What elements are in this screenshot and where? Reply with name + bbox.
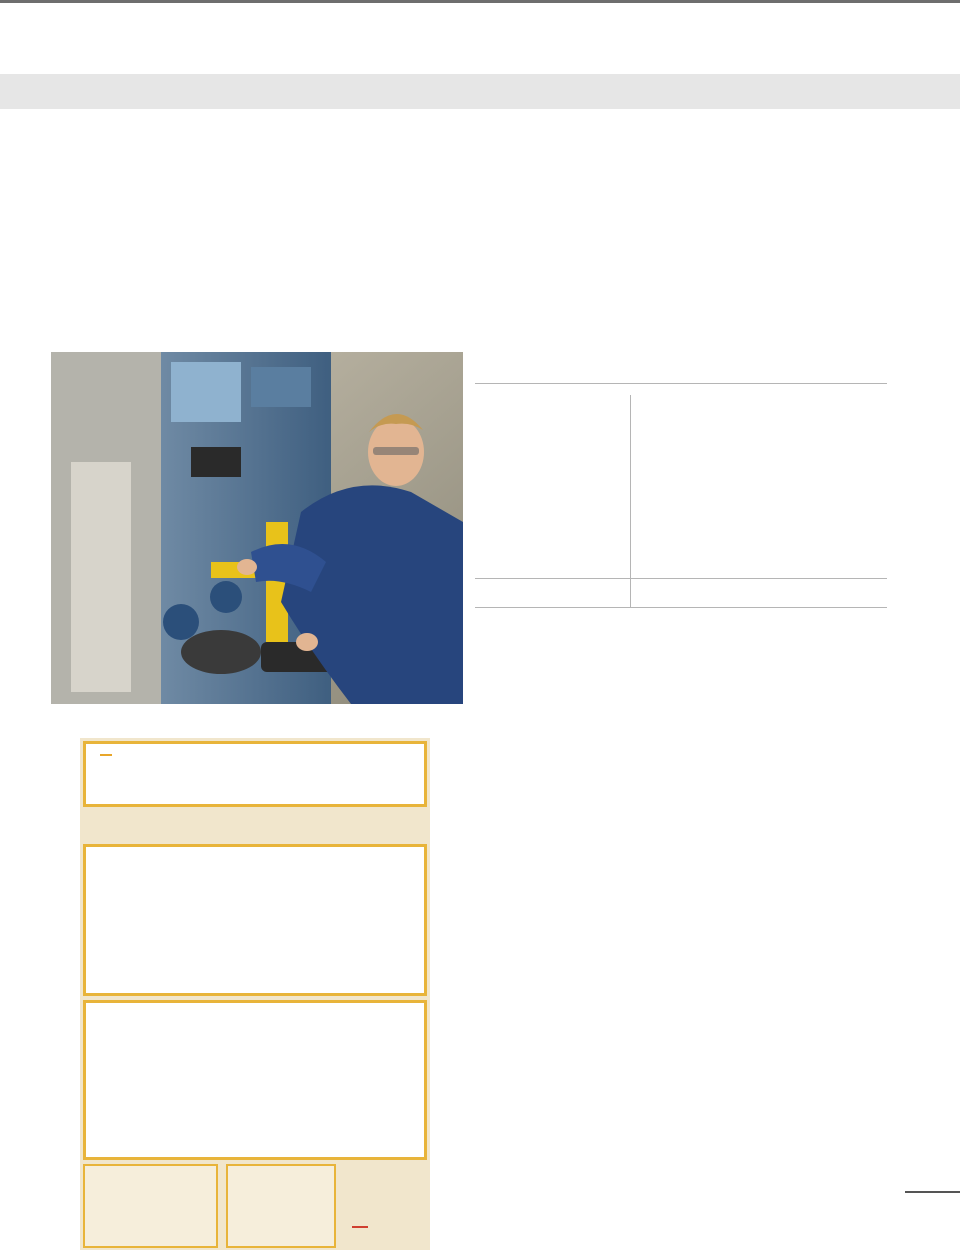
brand-badge xyxy=(100,754,112,756)
boiler-inspection-photo xyxy=(51,352,463,704)
owner-block xyxy=(83,1164,218,1248)
energiepass-header-card xyxy=(83,741,427,807)
gesamt-card xyxy=(83,844,427,996)
title-bar xyxy=(0,74,960,109)
gas-top-rule xyxy=(475,578,887,579)
table-heading-rule xyxy=(475,383,887,384)
building-fields-card xyxy=(83,1000,427,1160)
issuer-block xyxy=(226,1164,336,1248)
gas-bottom-rule xyxy=(475,607,887,608)
dena-logo-mark xyxy=(352,1218,368,1228)
top-rule xyxy=(0,0,960,3)
table-column-divider xyxy=(630,395,631,607)
dena-logo xyxy=(342,1210,426,1248)
energiepass-document xyxy=(80,738,430,1250)
page-number-rule xyxy=(905,1191,960,1193)
